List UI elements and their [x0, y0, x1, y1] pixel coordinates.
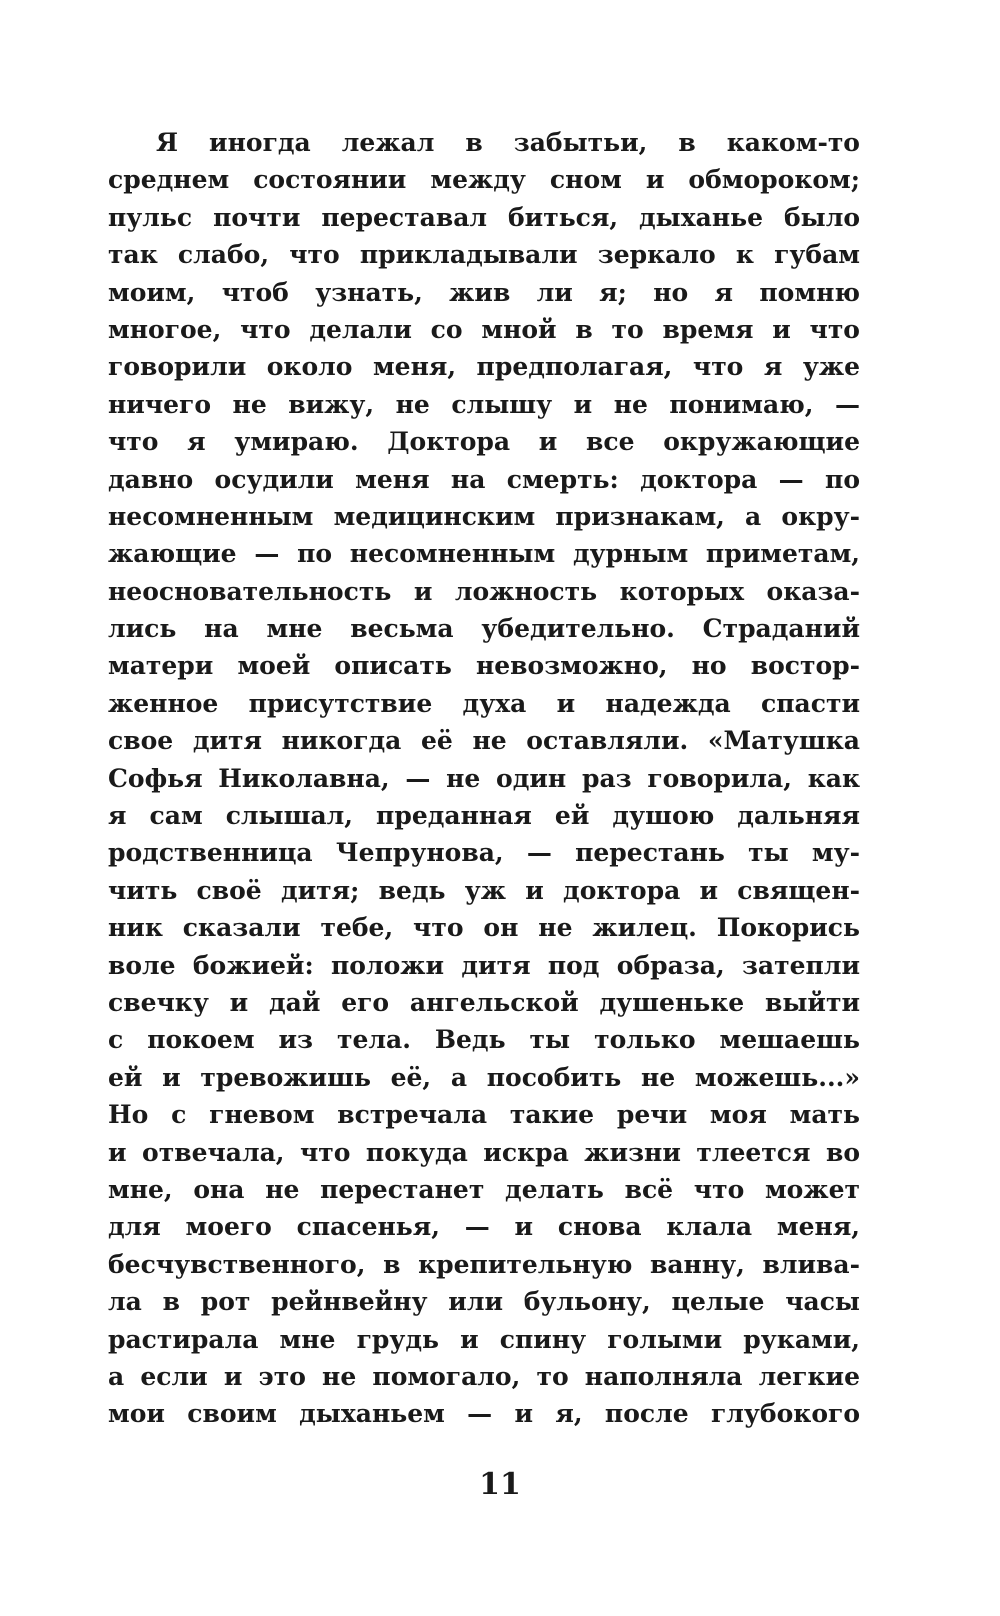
text-line: женное присутствие духа и надежда спасти: [108, 688, 860, 718]
text-line: мне, она не перестанет делать всё что может: [108, 1174, 860, 1204]
text-line: свое дитя никогда её не оставляли. «Матушка: [108, 726, 860, 756]
text-line: с покоем из тела. Ведь ты только мешаешь: [108, 1025, 860, 1055]
text-line: а если и это не помогало, то наполняла легкие: [108, 1361, 860, 1391]
text-line: давно осудили меня на смерть: доктора — по: [108, 464, 860, 494]
text-line: что я умираю. Доктора и все окружающие: [108, 427, 860, 457]
text-line: несомненным медицинским признакам, а окру-: [108, 501, 860, 531]
body-text: [108, 124, 860, 1433]
text-line: лись на мне весьма убедительно. Страданий: [108, 614, 860, 644]
text-line: жающие — по несомненным дурным приметам,: [108, 539, 860, 569]
text-line: среднем состоянии между сном и обмороком;: [108, 165, 860, 195]
text-line: Я иногда лежал в забытьи, в каком-то: [156, 128, 860, 157]
text-line: я сам слышал, преданная ей душою дальняя: [108, 801, 860, 831]
text-line: матери моей описать невозможно, но востор-: [108, 651, 860, 681]
text-line: пульс почти переставал биться, дыханье было: [108, 202, 860, 232]
text-line: ничего не вижу, не слышу и не понимаю, —: [108, 389, 860, 419]
text-line: растирала мне грудь и спину голыми руками,: [108, 1324, 860, 1354]
text-line: ей и тревожишь её, а пособить не можешь...»: [108, 1062, 860, 1092]
text-line: ла в рот рейнвейну или бульону, целые часы: [108, 1287, 860, 1317]
text-line: многое, что делали со мной в то время и что: [108, 314, 860, 344]
text-line: воле божией: положи дитя под образа, затепли: [108, 950, 860, 980]
page-number: 11: [479, 1467, 521, 1502]
text-line: так слабо, что прикладывали зеркало к губам: [108, 240, 860, 270]
text-line: и отвечала, что покуда искра жизни тлеется во: [108, 1137, 860, 1167]
text-line: чить своё дитя; ведь уж и доктора и священ-: [108, 875, 860, 905]
text-line: для моего спасенья, — и снова клала меня,: [108, 1212, 860, 1242]
text-line: Но с гневом встречала такие речи моя мать: [108, 1100, 860, 1130]
text-line: бесчувственного, в крепительную ванну, влива-: [108, 1249, 860, 1279]
text-line: неосновательность и ложность которых оказа-: [108, 576, 860, 606]
text-line: ник сказали тебе, что он не жилец. Покорись: [108, 913, 860, 943]
text-line: мои своим дыханьем — и я, после глубокого: [108, 1399, 860, 1429]
text-line: Софья Николавна, — не один раз говорила, как: [108, 763, 860, 793]
text-line: родственница Чепрунова, — перестань ты му-: [108, 838, 860, 868]
text-line: моим, чтоб узнать, жив ли я; но я помню: [108, 277, 860, 307]
text-line: говорили около меня, предполагая, что я уже: [108, 352, 860, 382]
text-line: свечку и дай его ангельской душеньке выйти: [108, 987, 860, 1017]
